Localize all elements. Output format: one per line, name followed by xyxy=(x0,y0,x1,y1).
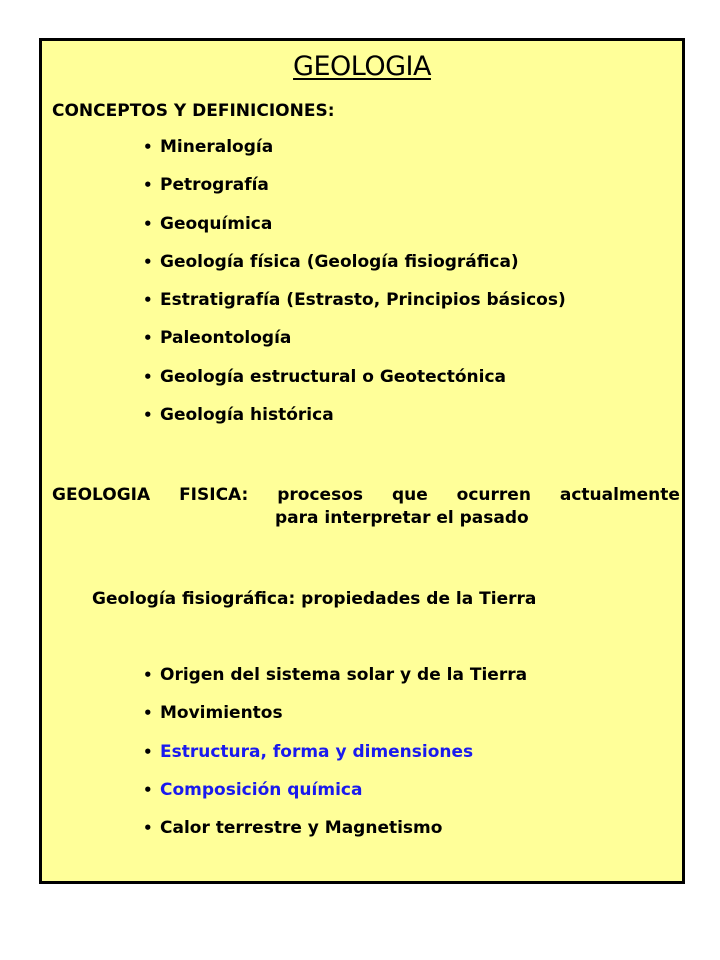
list-item: • Estratigrafía (Estrasto, Principios básicos) xyxy=(143,290,566,311)
list-item: • Estructura, forma y dimensiones xyxy=(143,741,474,762)
bullet-icon: • xyxy=(143,176,153,195)
list-item: • Calor terrestre y Magnetismo xyxy=(143,818,443,839)
list-item: • Composición química xyxy=(143,779,363,800)
bullet-icon: • xyxy=(143,742,153,761)
page-title: GEOLOGIA xyxy=(293,51,431,82)
list-item: • Geología física (Geología fisiográfica) xyxy=(143,251,519,272)
geologia-fisica-definition xyxy=(52,485,680,528)
bullet-icon: • xyxy=(143,214,153,233)
bullet-icon: • xyxy=(143,406,153,425)
concepts-list xyxy=(143,137,566,443)
list-item: • Geología estructural o Geotectónica xyxy=(143,366,507,387)
list-item: • Mineralogía xyxy=(143,137,274,157)
bullet-icon: • xyxy=(143,666,153,684)
properties-list xyxy=(143,665,527,856)
bullet-icon: • xyxy=(143,329,153,348)
bullet-icon: • xyxy=(143,291,153,310)
list-item: • Petrografía xyxy=(143,175,269,196)
list-item: • Geoquímica xyxy=(143,213,273,234)
gf-word: que xyxy=(391,485,428,505)
bullet-icon: • xyxy=(143,780,153,799)
bullet-icon: • xyxy=(143,367,153,386)
gf-word: ocurren xyxy=(456,485,531,505)
bullet-icon: • xyxy=(143,704,153,723)
gf-word: actualmente xyxy=(559,485,680,505)
bullet-icon: • xyxy=(143,138,153,156)
bullet-icon: • xyxy=(143,252,153,271)
gf-label2: FISICA: xyxy=(179,485,249,505)
list-item: • Geología histórica xyxy=(143,405,334,426)
list-item: • Origen del sistema solar y de la Tierra xyxy=(143,665,528,685)
gf-word: procesos xyxy=(277,485,364,505)
bullet-icon: • xyxy=(143,819,153,838)
gf-line2: para interpretar el pasado xyxy=(275,508,529,528)
list-item: • Movimientos xyxy=(143,703,283,724)
list-item: • Paleontología xyxy=(143,328,292,349)
fisiografica-subtitle: Geología fisiográfica: propiedades de la Tierra xyxy=(92,589,537,609)
slide xyxy=(39,38,685,884)
concepts-heading: CONCEPTOS Y DEFINICIONES: xyxy=(52,101,335,121)
gf-label: GEOLOGIA xyxy=(52,485,151,505)
